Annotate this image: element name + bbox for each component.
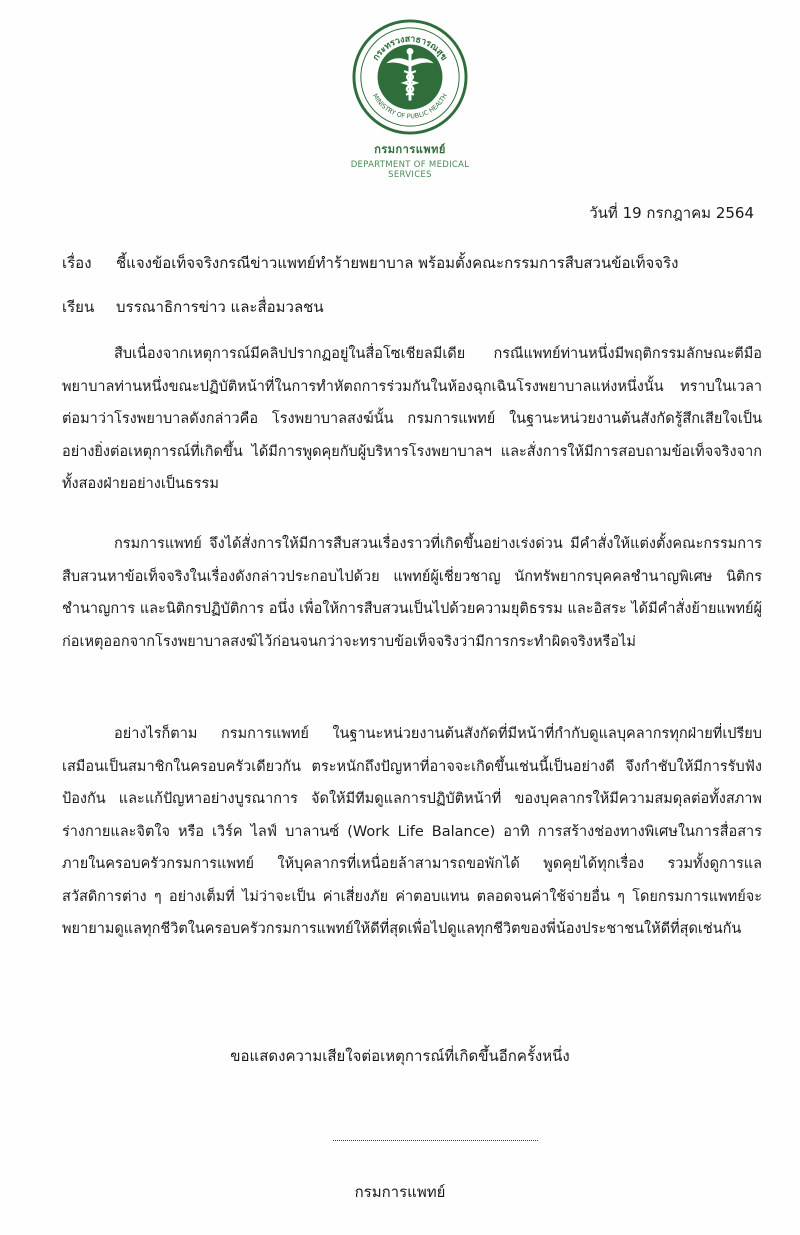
body-paragraph-2: กรมการแพทย์ จึงได้สั่งการให้มีการสืบสวนเรื่องราวที่เกิดขึ้นอย่างเร่งด่วน มีคำสั่งให้แต่งตั้งคณะกรรมการสืบสวนหาข้อเท็จจริงในเรื่องดังกล่าวประกอบไปด้วย แพทย์ผู้เชี่ยวชาญ นักทรัพยากรบุคคลชำนาญพิเศษ นิติกรชำนาญการ และนิติกรปฏิบัติการ อนึ่ง เพื่อให้การสืบสวนเป็นไปด้วยความยุติธรรม และอิสระ ได้มีคำสั่งย้ายแพทย์ผู้ก่อเหตุออกจากโรงพยาบาลสงฆ์ไว้ก่อนจนกว่าจะทราบข้อเท็จจริงว่ามีการกระทำผิดจริงหรือไม่ — [62, 536, 762, 650]
subject-text: ชี้แจงข้อเท็จจริงกรณีข่าวแพทย์ทำร้ายพยาบาล พร้อมตั้งคณะกรรมการสืบสวนข้อเท็จจริง — [116, 254, 679, 272]
closing-line: ขอแสดงความเสียใจต่อเหตุการณ์ที่เกิดขึ้นอีกครั้งหนึ่ง — [230, 1047, 570, 1065]
recipient-text: บรรณาธิการข่าว และสื่อมวลชน — [116, 298, 324, 316]
body-paragraph-3: อย่างไรก็ตาม กรมการแพทย์ ในฐานะหน่วยงานต้นสังกัดที่มีหน้าที่กำกับดูแลบุคลากรทุกฝ่ายที่เปรียบเสมือนเป็นสมาชิกในครอบครัวเดียวกัน ตระหนักถึงปัญหาที่อาจจะเกิดขึ้นเช่นนี้เป็นอย่างดี จึงกำชับให้มีการรับฟัง ป้องกัน และแก้ปัญหาอย่างบูรณาการ จัดให้มีทีมดูแลการปฏิบัติหน้าที่ ของบุคลากรให้มีความสมดุลต่อทั้งสภาพร่างกายและจิตใจ หรือ เวิร์ค ไลฟ์ บาลานซ์ (Work Life Balance) อาทิ การสร้างช่องทางพิเศษในการสื่อสารภายในครอบครัวกรมการแพทย์ ให้บุคลากรที่เหนื่อยล้าสามารถขอพักได้ พูดคุยได้ทุกเรื่อง รวมทั้งดูการแลสวัสดิการต่าง ๆ อย่างเต็มที่ ไม่ว่าจะเป็น ค่าเสี่ยงภัย ค่าตอบแทน ตลอดจนค่าใช้จ่ายอื่น ๆ โดยกรมการแพทย์จะพยายามดูแลทุกชีวิตในครอบครัวกรมการแพทย์ให้ดีที่สุดเพื่อไปดูแลทุกชีวิตของพี่น้องประชาชนให้ดีที่สุดเช่นกัน — [62, 726, 762, 937]
signature-line — [333, 1140, 538, 1141]
org-name-thai: กรมการแพทย์ — [374, 143, 446, 156]
letter-date: วันที่ 19 กรกฎาคม 2564 — [589, 204, 754, 222]
seal-text-bottom: MINISTRY OF PUBLIC HEALTH — [371, 92, 449, 121]
letterhead — [330, 18, 490, 180]
subject-label: เรื่อง — [62, 254, 92, 272]
recipient-row — [62, 295, 324, 319]
org-name-english: DEPARTMENT OF MEDICAL SERVICES — [350, 160, 470, 180]
seal-text-top: กระทรวงสาธารณสุข — [371, 34, 449, 63]
ministry-seal-logo — [351, 18, 469, 136]
body-paragraph-1: สืบเนื่องจากเหตุการณ์มีคลิปปรากฏอยู่ในสื่อโซเชียลมีเดีย กรณีแพทย์ท่านหนึ่งมีพฤติกรรมลักษณะตีมือพยาบาลท่านหนึ่งขณะปฏิบัติหน้าที่ในการทำหัตถการร่วมกันในห้องฉุกเฉินโรงพยาบาลแห่งหนึ่งนั้น ทราบในเวลาต่อมาว่าโรงพยาบาลดังกล่าวคือ โรงพยาบาลสงฆ์นั้น กรมการแพทย์ ในฐานะหน่วยงานต้นสังกัดรู้สึกเสียใจเป็นอย่างยิ่งต่อเหตุการณ์ที่เกิดขึ้น ได้มีการพูดคุยกับผู้บริหารโรงพยาบาลฯ และสั่งการให้มีการสอบถามข้อเท็จจริงจากทั้งสองฝ่ายอย่างเป็นธรรม — [62, 346, 762, 492]
signer-name: กรมการแพทย์ — [354, 1183, 446, 1201]
recipient-label: เรียน — [62, 298, 95, 316]
subject-row — [62, 251, 678, 275]
